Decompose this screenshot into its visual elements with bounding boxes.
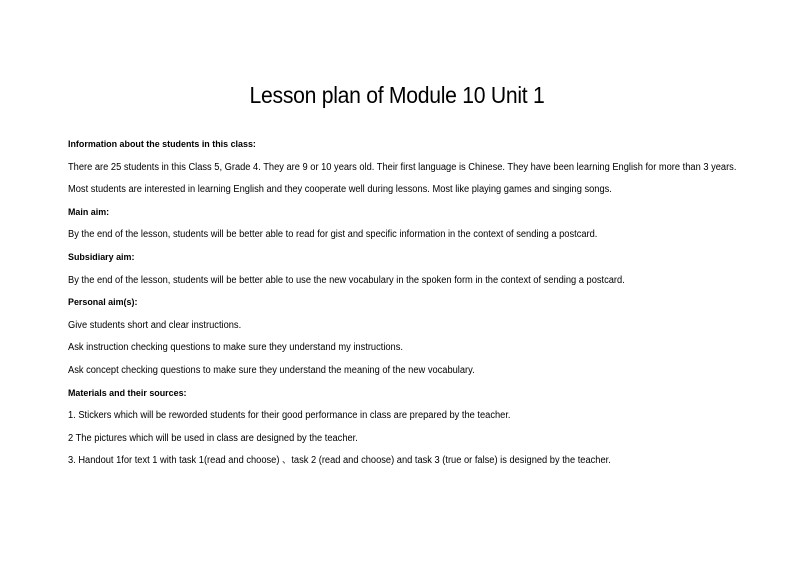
material-3: 3. Handout 1for text 1 with task 1(read and choose) 、task 2 (read and choose) and task 3 (true or false) is designed by the teacher. [68,455,611,467]
material-2: 2 The pictures which will be used in class are designed by the teacher. [68,432,358,444]
main-aim-heading: Main aim: [68,206,110,218]
materials-heading: Materials and their sources: [68,387,187,399]
personal-aim-2: Ask instruction checking questions to make sure they understand my instructions. [68,342,403,354]
personal-aim-1: Give students short and clear instructions. [68,319,242,331]
personal-aim-3: Ask concept checking questions to make sure they understand the meaning of the new vocabulary. [68,364,475,376]
material-1: 1. Stickers which will be reworded students for their good performance in class are prepared by the teacher. [68,410,511,422]
personal-aims-heading: Personal aim(s): [68,297,138,309]
main-aim-text: By the end of the lesson, students will be better able to read for gist and specific information in the context of sending a postcard. [68,229,598,241]
subsidiary-aim-text: By the end of the lesson, students will be better able to use the new vocabulary in the spoken form in the context of sending a postcard. [68,274,625,286]
students-line-1: There are 25 students in this Class 5, Grade 4. They are 9 or 10 years old. Their first language is Chinese. They have been learning English for more than 3 years. [68,161,737,173]
subsidiary-aim-heading: Subsidiary aim: [68,251,135,263]
document-title: Lesson plan of Module 10 Unit 1 [249,82,545,108]
students-heading: Information about the students in this class: [68,139,256,150]
document-body [68,137,768,476]
students-line-2: Most students are interested in learning English and they cooperate well during lessons. Most like playing games and singing songs. [68,184,612,196]
